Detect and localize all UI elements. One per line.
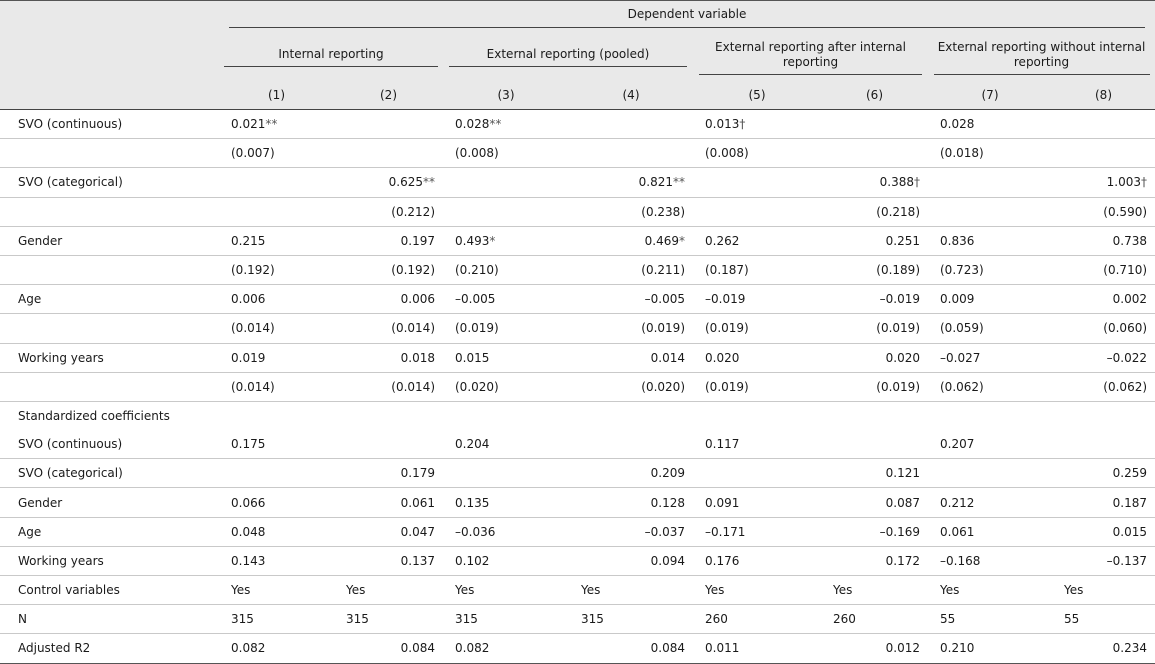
table-row [0,576,1155,605]
table-cell [443,168,569,197]
table-cell: 0.006 [219,285,334,314]
header-stub [0,1,219,34]
cell-value: 0.028 [940,117,975,132]
significance-marker: ** [489,117,502,132]
cell-value [229,27,1144,28]
cell-value: 1.003 [1106,175,1142,190]
table-row [0,372,1155,401]
table-cell [334,168,443,197]
table-cell: (0.192) [334,255,443,284]
table-cell: 0.082 [219,634,334,663]
table-cell: 0.012 [821,634,928,663]
cell-value: 0.821 [638,175,673,190]
table-cell: 0.087 [821,488,928,517]
table-cell [569,430,693,459]
model-header: (1) [219,81,334,110]
table-cell: (0.020) [443,372,569,401]
cell-value: Internal reporting [224,47,437,67]
table-cell [569,139,693,168]
row-label: SVO (continuous) [0,430,219,459]
table-cell: –0.005 [569,285,693,314]
row-label: Gender [0,488,219,517]
table-cell: Yes [821,576,928,605]
table-cell: (0.019) [443,314,569,343]
table-cell: (0.020) [569,372,693,401]
table-cell: Yes [569,576,693,605]
table-cell: 0.020 [821,343,928,372]
row-label: SVO (categorical) [0,459,219,488]
table-cell [928,168,1052,197]
table-cell: (0.018) [928,139,1052,168]
table-cell [928,401,1052,430]
table-cell: (0.192) [219,255,334,284]
table-cell: 0.137 [334,546,443,575]
table-cell [334,139,443,168]
table-cell [0,255,219,284]
table-cell: (0.590) [1052,197,1155,226]
table-cell: 0.212 [928,488,1052,517]
table-cell: (0.211) [569,255,693,284]
table-cell: Yes [693,576,821,605]
table-cell: 0.259 [1052,459,1155,488]
table-cell: (0.060) [1052,314,1155,343]
dependent-variable-header [219,1,1155,34]
row-label: Age [0,285,219,314]
cell-value: 0.013 [705,117,740,132]
table-row [0,139,1155,168]
table-cell: 0.207 [928,430,1052,459]
model-header: (6) [821,81,928,110]
table-cell: (0.710) [1052,255,1155,284]
table-cell [443,110,569,139]
table-cell: 0.048 [219,517,334,546]
table-row [0,430,1155,459]
table-cell: Yes [928,576,1052,605]
table-cell: 0.091 [693,488,821,517]
model-header: (3) [443,81,569,110]
model-header: (2) [334,81,443,110]
significance-marker: † [914,175,920,190]
table-cell: 315 [443,605,569,634]
cell-value: 0.388 [879,175,914,190]
table-cell: 315 [219,605,334,634]
table-cell: 0.061 [334,488,443,517]
table-cell: (0.014) [219,314,334,343]
table-cell: (0.014) [219,372,334,401]
table-cell: 0.066 [219,488,334,517]
table-row [0,517,1155,546]
group-external-after-internal [693,33,928,81]
table-cell: –0.037 [569,517,693,546]
table-cell: 0.215 [219,226,334,255]
table-row [0,168,1155,197]
table-row [0,255,1155,284]
table-cell: 0.738 [1052,226,1155,255]
section-label: Standardized coefficients [18,408,170,423]
table-cell: Yes [1052,576,1155,605]
table-cell [693,401,821,430]
table-cell [569,168,693,197]
table-cell: (0.212) [334,197,443,226]
table-cell [821,401,928,430]
model-header: (5) [693,81,821,110]
significance-marker: † [739,117,746,132]
table-cell: (0.007) [219,139,334,168]
table-cell [693,197,821,226]
table-row [0,226,1155,255]
significance-marker: * [679,233,685,248]
table-row [0,314,1155,343]
table-cell: 0.204 [443,430,569,459]
table-cell: –0.027 [928,343,1052,372]
table-cell [219,401,334,430]
table-cell: (0.238) [569,197,693,226]
row-label: SVO (continuous) [0,110,219,139]
table-row [0,343,1155,372]
table-row [0,110,1155,139]
table-cell: 260 [821,605,928,634]
table-cell: (0.008) [443,139,569,168]
table-cell: –0.137 [1052,546,1155,575]
table-cell [0,314,219,343]
model-header: (7) [928,81,1052,110]
table-cell: Yes [219,576,334,605]
table-cell: 0.121 [821,459,928,488]
cell-value: External reporting after internal reporting [699,40,923,75]
table-cell: 0.262 [693,226,821,255]
table-cell [0,197,219,226]
table-cell: 0.175 [219,430,334,459]
group-internal-reporting [219,33,443,81]
table-cell: (0.019) [821,372,928,401]
table-cell: –0.171 [693,517,821,546]
table-cell [443,226,569,255]
table-cell: Yes [443,576,569,605]
table-row [0,488,1155,517]
table-cell [693,168,821,197]
table-cell: (0.189) [821,255,928,284]
table-cell [0,139,219,168]
table-cell: (0.062) [1052,372,1155,401]
table-cell [928,197,1052,226]
cell-value: 0.028 [455,117,490,132]
group-external-without-internal [928,33,1155,81]
table-cell: –0.019 [821,285,928,314]
table-row [0,285,1155,314]
table-cell: (0.210) [443,255,569,284]
table-cell: 0.015 [1052,517,1155,546]
cell-value: External reporting (pooled) [449,47,687,67]
table-cell: 0.179 [334,459,443,488]
table-cell: 0.172 [821,546,928,575]
row-label: SVO (categorical) [0,168,219,197]
table-cell: (0.019) [821,314,928,343]
table-cell: (0.019) [693,372,821,401]
table-row [0,459,1155,488]
table-cell: 0.197 [334,226,443,255]
row-label: Control variables [0,576,219,605]
row-label: Adjusted R2 [0,634,219,663]
table-cell: 0.019 [219,343,334,372]
row-label: Age [0,517,219,546]
table-cell: 0.176 [693,546,821,575]
row-label: N [0,605,219,634]
significance-marker: * [489,233,496,248]
row-label: Working years [0,343,219,372]
table-cell [219,459,334,488]
table-cell [569,401,693,430]
table-cell: 0.094 [569,546,693,575]
table-row [0,634,1155,663]
table-cell: 0.128 [569,488,693,517]
table-cell: (0.062) [928,372,1052,401]
table-cell: 0.210 [928,634,1052,663]
table-cell [1052,401,1155,430]
significance-marker: ** [423,175,435,190]
table-row [0,605,1155,634]
table-cell: (0.218) [821,197,928,226]
table-cell [443,401,569,430]
table-cell: (0.059) [928,314,1052,343]
table-cell [821,168,928,197]
table-cell: 260 [693,605,821,634]
significance-marker: ** [265,117,278,132]
table-cell: Yes [334,576,443,605]
table-cell [443,459,569,488]
row-label: Working years [0,546,219,575]
table-row [0,197,1155,226]
cell-value: 0.469 [644,233,679,248]
cell-value: 0.625 [388,175,423,190]
table-cell: –0.169 [821,517,928,546]
table-cell: 315 [569,605,693,634]
table-cell: 0.061 [928,517,1052,546]
table-cell: –0.036 [443,517,569,546]
table-cell [693,459,821,488]
significance-marker: ** [673,175,685,190]
table-row [0,546,1155,575]
table-cell: (0.014) [334,372,443,401]
row-label: Gender [0,226,219,255]
table-cell: 0.209 [569,459,693,488]
table-cell [1052,139,1155,168]
table-cell [219,197,334,226]
group-external-pooled [443,33,693,81]
cell-value: 0.493 [455,233,490,248]
table-cell: 0.082 [443,634,569,663]
table-cell [928,110,1052,139]
table-cell [821,430,928,459]
significance-marker: † [1141,175,1148,190]
table-cell: (0.019) [569,314,693,343]
table-cell: 0.014 [569,343,693,372]
table-cell: 0.251 [821,226,928,255]
table-cell [334,401,443,430]
table-cell: 0.047 [334,517,443,546]
table-cell: 0.084 [334,634,443,663]
table-cell: 0.117 [693,430,821,459]
table-cell: 0.084 [569,634,693,663]
table-cell [0,372,219,401]
table-cell [1052,110,1155,139]
model-header: (4) [569,81,693,110]
table-cell [1052,430,1155,459]
table-cell [821,110,928,139]
table-cell: 0.836 [928,226,1052,255]
table-row [0,401,1155,430]
table-cell [569,226,693,255]
table-cell [219,110,334,139]
table-cell: –0.022 [1052,343,1155,372]
table-cell: (0.723) [928,255,1052,284]
table-cell: 0.187 [1052,488,1155,517]
table-cell [443,197,569,226]
table-cell: 55 [928,605,1052,634]
table-cell: 315 [334,605,443,634]
table-cell [1052,168,1155,197]
table-cell: 55 [1052,605,1155,634]
table-cell [821,139,928,168]
table-cell: 0.006 [334,285,443,314]
table-cell: (0.187) [693,255,821,284]
table-cell: –0.019 [693,285,821,314]
table-cell [693,110,821,139]
table-cell: 0.018 [334,343,443,372]
table-cell: 0.002 [1052,285,1155,314]
table-cell: (0.014) [334,314,443,343]
table-cell: 0.234 [1052,634,1155,663]
table-cell [569,110,693,139]
cell-value: External reporting without internal reporting [934,40,1150,75]
table-cell [219,168,334,197]
table-cell: (0.019) [693,314,821,343]
table-cell: (0.008) [693,139,821,168]
table-cell: 0.102 [443,546,569,575]
table-cell [928,459,1052,488]
table-cell: 0.020 [693,343,821,372]
table-cell: 0.135 [443,488,569,517]
table-cell: 0.143 [219,546,334,575]
cell-value: 0.021 [231,117,266,132]
model-header: (8) [1052,81,1155,110]
table-cell: –0.005 [443,285,569,314]
table-cell [334,430,443,459]
cell-value: Dependent variable [627,6,747,21]
table-cell: 0.015 [443,343,569,372]
table-cell: 0.009 [928,285,1052,314]
table-cell: 0.011 [693,634,821,663]
table-cell [334,110,443,139]
table-cell: –0.168 [928,546,1052,575]
